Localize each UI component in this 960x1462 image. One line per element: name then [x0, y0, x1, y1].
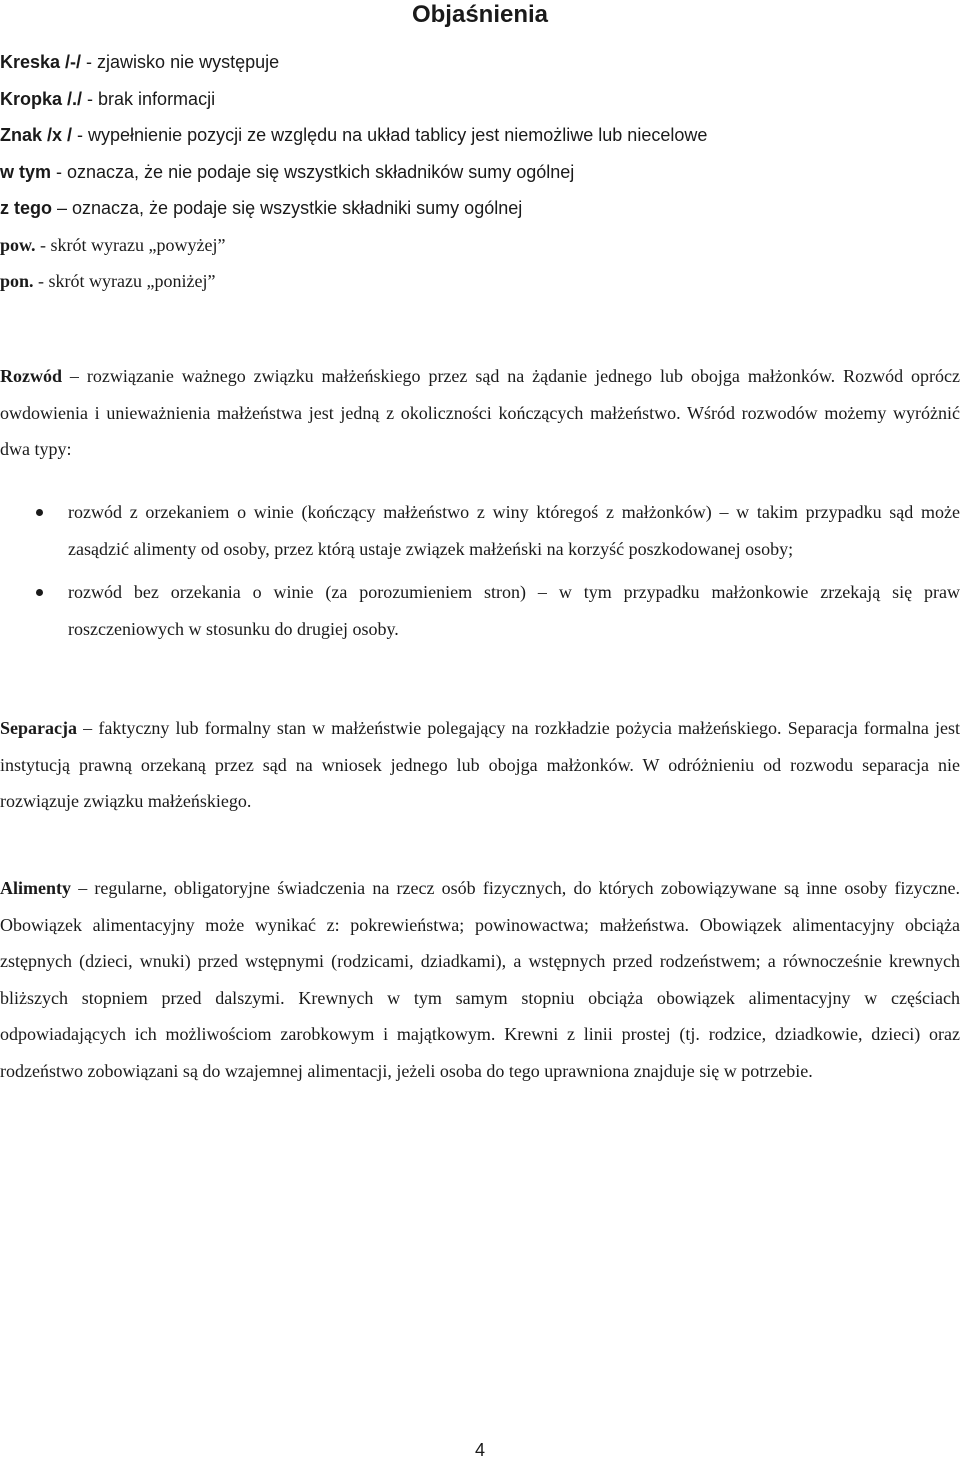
legend-term: pon. — [0, 271, 34, 291]
definition-text: – rozwiązanie ważnego związku małżeńskiego przez sąd na żądanie jednego lub obojga małżonków. Rozwód oprócz owdowienia i unieważnienia małżeństwa jest jedną z okoliczności kończących małżeństwo. Wśród rozwodów możemy wyróżnić dwa typy: — [0, 366, 960, 459]
divorce-types-list — [0, 494, 960, 647]
legend-term: z tego — [0, 198, 52, 218]
definition-term: Alimenty — [0, 878, 71, 898]
definition-term: Separacja — [0, 718, 77, 738]
definition-alimenty — [0, 870, 960, 1089]
page-number: 4 — [474, 1440, 485, 1460]
legend-term: Kreska /-/ — [0, 52, 82, 72]
legend-item-z-tego — [0, 192, 960, 229]
legend-text: - oznacza, że nie podaje się wszystkich składników sumy ogólnej — [51, 161, 575, 182]
legend-text: - zjawisko nie występuje — [81, 52, 280, 72]
symbols-legend — [0, 46, 960, 302]
legend-item-dot — [0, 83, 960, 120]
definition-term: Rozwód — [0, 366, 62, 386]
definition-text: – regularne, obligatoryjne świadczenia na rzecz osób fizycznych, do których zobowiązywane są inne osoby fizyczne. Obowiązek alimentacyjny może wynikać z: pokrewieństwa; powinowactwa; małżeństwa. Obowiązek alimentacyjny obciąża zstępnych (dzieci, wnuki) przed wstępnymi (rodzicami, dziadkami), a wstępnych przed rodzeństwem; a równocześnie krewnych bliższych stopniem przed dalszymi. Krewnych w tym samym stopniu obciąża obowiązek alimentacyjny w częściach odpowiadających ich możliwościom zarobkowym i majątkowym. Krewni z linii prostej (tj. rodzice, dziadkowie, dzieci) oraz rodzeństwo zobowiązani są do wzajemnej alimentacji, jeżeli osoba do tego uprawniona znajduje się w potrzebie. — [0, 878, 960, 1081]
legend-item-dash — [0, 46, 960, 83]
legend-text: - skrót wyrazu „poniżej” — [33, 271, 216, 291]
page-title: Objaśnienia — [411, 1, 549, 28]
legend-term: Kropka /./ — [0, 88, 83, 109]
list-item: rozwód bez orzekania o winie (za porozumieniem stron) – w tym przypadku małżonkowie zrzekają się praw roszczeniowych w stosunku do drugiej osoby. — [0, 574, 960, 647]
definition-rozwod — [0, 358, 960, 468]
legend-item-pon — [0, 265, 960, 302]
definition-separacja — [0, 710, 960, 820]
legend-item-pow — [0, 229, 960, 266]
legend-text: - brak informacji — [82, 88, 216, 109]
legend-text: – oznacza, że podaje się wszystkie składniki sumy ogólnej — [52, 198, 523, 218]
legend-text: - wypełnienie pozycji ze względu na układ tablicy jest niemożliwe lub niecelowe — [72, 125, 708, 145]
legend-term: w tym — [0, 161, 52, 182]
legend-item-x — [0, 119, 960, 156]
legend-term: Znak /x / — [0, 125, 73, 145]
list-item: rozwód z orzekaniem o winie (kończący małżeństwo z winy któregoś z małżonków) – w takim przypadku sąd może zasądzić alimenty od osoby, przez którą ustaje związek małżeński na korzyść poszkodowanej osoby; — [0, 494, 960, 567]
legend-text: - skrót wyrazu „powyżej” — [35, 234, 226, 255]
legend-term: pow. — [0, 234, 36, 255]
legend-item-w-tym — [0, 156, 960, 193]
definition-text: – faktyczny lub formalny stan w małżeństwie polegający na rozkładzie pożycia małżeńskiego. Separacja formalna jest instytucją prawną orzekaną przez sąd na wniosek jednego lub obojga małżonków. W odróżnieniu od rozwodu separacja nie rozwiązuje związku małżeńskiego. — [0, 718, 960, 811]
